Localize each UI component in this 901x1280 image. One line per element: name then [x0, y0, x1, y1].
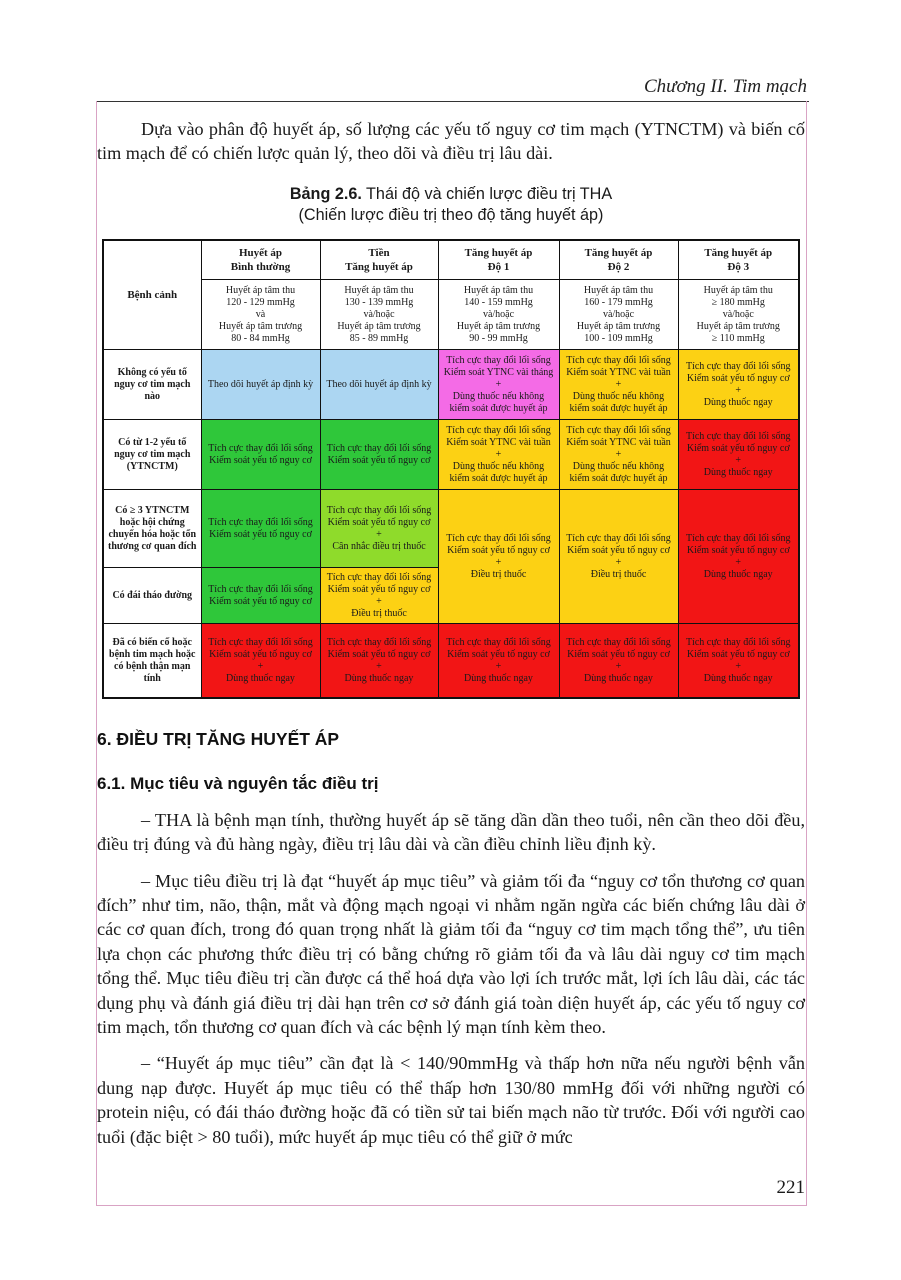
cell-text-line: kiểm soát được huyết áp: [449, 402, 548, 414]
cell-text-line: Điều trị thuốc: [470, 568, 527, 580]
cell-text-line: Tích cực thay đổi lối sống: [326, 636, 432, 648]
cell-text-line: Kiểm soát yếu tố nguy cơ: [567, 544, 670, 556]
subsection-heading: 6.1. Mục tiêu và nguyên tắc điều trị: [97, 773, 379, 793]
strategy-cell: [678, 490, 799, 624]
cell-text-line: Tích cực thay đổi lối sống: [446, 424, 551, 436]
header-rule: [96, 101, 809, 102]
strategy-cell: [559, 490, 678, 624]
cell-text-line: Dùng thuốc ngay: [703, 672, 773, 684]
cell-text-line: Tích cực thay đổi lối sống: [566, 532, 671, 544]
cell-text-line: 85 - 89 mmHg: [349, 332, 409, 344]
strategy-cell: [438, 420, 559, 490]
page-content: [97, 117, 805, 1149]
cell-text-line: Kiểm soát YTNC vài tuần: [566, 366, 671, 378]
cell-text-line: và/hoặc: [482, 308, 515, 320]
cell-text-line: +: [735, 384, 742, 396]
strategy-cell: [201, 350, 320, 420]
cell-text-line: Điều trị thuốc: [351, 607, 407, 619]
cell-text-line: +: [615, 660, 622, 672]
cell-text-line: Kiểm soát yếu tố nguy cơ: [686, 648, 790, 660]
cell-text-line: Huyết áp tâm trương: [218, 320, 303, 332]
strategy-cell: [320, 420, 438, 490]
table-caption: [97, 184, 805, 226]
cell-text-line: Huyết áp: [238, 247, 283, 260]
strategy-table: [102, 239, 800, 699]
strategy-cell: [201, 420, 320, 490]
col-head: [438, 240, 559, 280]
cell-text-line: Kiểm soát yếu tố nguy cơ: [209, 454, 312, 466]
cell-text-line: và/hoặc: [602, 308, 635, 320]
cell-text-line: Kiểm soát yếu tố nguy cơ: [209, 648, 312, 660]
cell-text-line: Tiền: [368, 247, 390, 260]
row-head: Có đái tháo đường: [103, 568, 201, 624]
cell-text-line: Kiểm soát yếu tố nguy cơ: [567, 648, 670, 660]
cell-text-line: Tích cực thay đổi lối sống: [566, 636, 671, 648]
cell-text-line: Dùng thuốc nếu không: [572, 390, 665, 402]
body-paragraph: – Mục tiêu điều trị là đạt “huyết áp mục tiêu” và giảm tối đa “nguy cơ tổn thương cơ quan đích” như tim, não, thận, mắt và động mạch ngoại vi nhằm ngăn ngừa các biến chứng lâu dài ở các cơ quan đích, trong đó quan trọng nhất là giảm tối đa “nguy cơ tim mạch tổng thể”, ưu tiên lựa chọn các phương thức điều trị có bằng chứng rõ giảm tối đa và lâu dài nguy cơ tim mạch tổng thể. Mục tiêu điều trị cần được cá thể hoá dựa vào lợi ích trước mắt, lợi ích lâu dài, các tác dụng phụ và đánh giá điều trị dài hạn trên cơ sở đánh giá toàn diện huyết áp, các yếu tố nguy cơ tim mạch, tổn thương cơ quan đích và các bệnh lý mạn tính kèm theo.: [97, 870, 805, 1038]
cell-text-line: Độ 1: [487, 261, 510, 274]
cell-text-line: 120 - 129 mmHg: [226, 296, 295, 308]
cell-text-line: Tích cực thay đổi lối sống: [446, 354, 551, 366]
chapter-header: Chương II. Tim mạch: [643, 76, 807, 97]
cell-text-line: kiểm soát được huyết áp: [449, 472, 548, 484]
cell-text-line: Huyết áp tâm thu: [344, 284, 414, 296]
cell-text-line: Dùng thuốc ngay: [703, 466, 773, 478]
cell-text-line: Tích cực thay đổi lối sống: [326, 442, 432, 454]
col-head: [559, 240, 678, 280]
cell-text-line: Kiểm soát yếu tố nguy cơ: [686, 442, 790, 454]
body-paragraphs: [97, 808, 805, 1149]
cell-text-line: Tích cực thay đổi lối sống: [566, 354, 671, 366]
cell-text-line: và/hoặc: [722, 308, 754, 320]
cell-text-line: Huyết áp tâm trương: [456, 320, 541, 332]
strategy-cell: [678, 350, 799, 420]
cell-text-line: ≥ 180 mmHg: [711, 296, 765, 308]
cell-text-line: +: [735, 454, 742, 466]
body-paragraph: – THA là bệnh mạn tính, thường huyết áp sẽ tăng dần dần theo tuổi, nên cần theo dõi đều, điều trị đúng và đủ hàng ngày, điều trị lâu dài và cần điều chỉnh liều định kỳ.: [97, 809, 805, 855]
footer-rule: [96, 1205, 807, 1206]
cell-text-line: Kiểm soát yếu tố nguy cơ: [327, 454, 431, 466]
strategy-cell: [320, 624, 438, 698]
cell-text-line: Huyết áp tâm thu: [225, 284, 296, 296]
cell-text-line: 80 - 84 mmHg: [231, 332, 290, 344]
cell-text-line: Kiểm soát yếu tố nguy cơ: [327, 516, 431, 528]
cell-text-line: Kiểm soát YTNC vài tuần: [446, 436, 551, 448]
col-head: [201, 240, 320, 280]
cell-text-line: 140 - 159 mmHg: [464, 296, 533, 308]
cell-text-line: Tích cực thay đổi lối sống: [566, 424, 671, 436]
cell-text-line: Tích cực thay đổi lối sống: [326, 571, 432, 583]
cell-text-line: Dùng thuốc nếu không: [452, 460, 545, 472]
cell-text-line: Dùng thuốc ngay: [464, 672, 533, 684]
caption-label: Bảng 2.6.: [289, 184, 362, 203]
col-head: [320, 240, 438, 280]
page-number: 221: [776, 1177, 805, 1198]
cell-text-line: Huyết áp tâm thu: [583, 284, 654, 296]
cell-text-line: Tích cực thay đổi lối sống: [208, 583, 313, 595]
cell-text-line: Độ 3: [727, 261, 750, 274]
cell-text-line: +: [376, 528, 382, 540]
cell-text-line: Dùng thuốc ngay: [584, 672, 653, 684]
cell-text-line: Tích cực thay đổi lối sống: [685, 430, 791, 442]
cell-text-line: Theo dõi huyết áp định kỳ: [207, 378, 314, 390]
cell-text-line: Kiểm soát yếu tố nguy cơ: [209, 595, 312, 607]
right-margin-line: [806, 101, 807, 1206]
cell-text-line: +: [495, 378, 502, 390]
cell-text-line: Dùng thuốc ngay: [344, 672, 414, 684]
strategy-cell: [320, 350, 438, 420]
strategy-cell: [320, 490, 438, 568]
cell-text-line: và: [255, 308, 266, 320]
cell-text-line: 130 - 139 mmHg: [344, 296, 414, 308]
strategy-cell: [201, 490, 320, 568]
bp-range: [559, 280, 678, 350]
cell-text-line: kiểm soát được huyết áp: [569, 402, 668, 414]
strategy-cell: [438, 350, 559, 420]
cell-text-line: Tích cực thay đổi lối sống: [326, 504, 432, 516]
caption-subtitle: (Chiến lược điều trị theo độ tăng huyết áp): [298, 205, 604, 224]
cell-text-line: +: [257, 660, 264, 672]
strategy-table-wrapper: [102, 239, 798, 699]
cell-text-line: +: [495, 660, 502, 672]
cell-text-line: Dùng thuốc ngay: [226, 672, 295, 684]
cell-text-line: Tăng huyết áp: [345, 261, 413, 274]
cell-text-line: +: [495, 556, 502, 568]
cell-text-line: Huyết áp tâm thu: [463, 284, 534, 296]
strategy-cell: [438, 624, 559, 698]
cell-text-line: Cân nhắc điều trị thuốc: [332, 540, 426, 552]
strategy-cell: [438, 490, 559, 624]
cell-text-line: Tăng huyết áp: [704, 247, 773, 260]
cell-text-line: +: [376, 660, 382, 672]
cell-text-line: +: [376, 595, 382, 607]
row-head: Có ≥ 3 YTNCTM hoặc hội chứng chuyển hóa hoặc tổn thương cơ quan đích: [103, 490, 201, 568]
strategy-cell: [559, 420, 678, 490]
cell-text-line: Dùng thuốc nếu không: [452, 390, 545, 402]
cell-text-line: 160 - 179 mmHg: [584, 296, 653, 308]
cell-text-line: Dùng thuốc ngay: [703, 396, 773, 408]
strategy-cell: [559, 624, 678, 698]
bp-range: [438, 280, 559, 350]
cell-text-line: Theo dõi huyết áp định kỳ: [326, 378, 432, 390]
col-head: [678, 240, 799, 280]
cell-text-line: Dùng thuốc ngay: [703, 568, 773, 580]
cell-text-line: +: [615, 448, 622, 460]
cell-text-line: Tăng huyết áp: [464, 247, 533, 260]
cell-text-line: Tăng huyết áp: [584, 247, 653, 260]
strategy-cell: [201, 624, 320, 698]
bp-range: [201, 280, 320, 350]
cell-text-line: Tích cực thay đổi lối sống: [685, 532, 791, 544]
cell-text-line: Kiểm soát yếu tố nguy cơ: [209, 528, 312, 540]
row-head: Không có yếu tố nguy cơ tim mạch nào: [103, 350, 201, 420]
cell-text-line: +: [615, 378, 622, 390]
cell-text-line: Kiểm soát yếu tố nguy cơ: [447, 648, 550, 660]
cell-text-line: Kiểm soát yếu tố nguy cơ: [447, 544, 550, 556]
cell-text-line: Bình thường: [230, 261, 291, 274]
strategy-cell: [678, 420, 799, 490]
cell-text-line: kiểm soát được huyết áp: [569, 472, 668, 484]
cell-text-line: +: [735, 660, 742, 672]
cell-text-line: Tích cực thay đổi lối sống: [208, 442, 313, 454]
cell-text-line: +: [735, 556, 742, 568]
intro-paragraph: Dựa vào phân độ huyết áp, số lượng các yếu tố nguy cơ tim mạch (YTNCTM) và biến cố tim mạch để có chiến lược quản lý, theo dõi và điều trị lâu dài.: [97, 119, 805, 164]
cell-text-line: Huyết áp tâm trương: [576, 320, 661, 332]
cell-text-line: Dùng thuốc nếu không: [572, 460, 665, 472]
cell-text-line: ≥ 110 mmHg: [711, 332, 765, 344]
cell-text-line: Độ 2: [607, 261, 630, 274]
cell-text-line: Kiểm soát yếu tố nguy cơ: [327, 648, 431, 660]
strategy-cell: [559, 350, 678, 420]
cell-text-line: 100 - 109 mmHg: [584, 332, 653, 344]
cell-text-line: và/hoặc: [363, 308, 395, 320]
cell-text-line: Tích cực thay đổi lối sống: [208, 516, 313, 528]
cell-text-line: +: [495, 448, 502, 460]
row-head: Có từ 1-2 yếu tố nguy cơ tim mạch (YTNCTM): [103, 420, 201, 490]
cell-text-line: +: [615, 556, 622, 568]
cell-text-line: Tích cực thay đổi lối sống: [446, 532, 551, 544]
cell-text-line: Kiểm soát yếu tố nguy cơ: [686, 544, 790, 556]
strategy-cell: [678, 624, 799, 698]
cell-text-line: Điều trị thuốc: [590, 568, 647, 580]
bp-range: [320, 280, 438, 350]
cell-text-line: Tích cực thay đổi lối sống: [685, 636, 791, 648]
cell-text-line: Huyết áp tâm trương: [696, 320, 780, 332]
row-head: Đã có biến cố hoặc bệnh tim mạch hoặc có bệnh thận mạn tính: [103, 624, 201, 698]
body-paragraph: – “Huyết áp mục tiêu” cần đạt là < 140/90mmHg và thấp hơn nữa nếu người bệnh vẫn dung nạp được. Huyết áp mục tiêu có thể thấp hơn 130/80 mmHg đối với những người có protein niệu, có đái tháo đường hoặc đã có tiền sử tai biến mạch não từ trước. Đối với người cao tuổi (đặc biệt > 80 tuổi), mức huyết áp mục tiêu có thể giữ ở mức: [97, 1053, 805, 1147]
section-heading: 6. ĐIỀU TRỊ TĂNG HUYẾT ÁP: [97, 728, 340, 749]
cell-text-line: Kiểm soát YTNC vài tuần: [566, 436, 671, 448]
cell-text-line: Kiểm soát YTNC vài tháng: [443, 366, 554, 378]
cell-text-line: Tích cực thay đổi lối sống: [446, 636, 551, 648]
corner-cell: Bệnh cảnh: [103, 240, 201, 350]
bp-range: [678, 280, 799, 350]
cell-text-line: Huyết áp tâm thu: [703, 284, 773, 296]
strategy-cell: [201, 568, 320, 624]
cell-text-line: Tích cực thay đổi lối sống: [208, 636, 313, 648]
cell-text-line: Huyết áp tâm trương: [337, 320, 421, 332]
strategy-cell: [320, 568, 438, 624]
caption-title: Thái độ và chiến lược điều trị THA: [366, 184, 613, 203]
cell-text-line: Tích cực thay đổi lối sống: [685, 360, 791, 372]
cell-text-line: 90 - 99 mmHg: [469, 332, 528, 344]
cell-text-line: Kiểm soát yếu tố nguy cơ: [686, 372, 790, 384]
cell-text-line: Kiểm soát yếu tố nguy cơ: [327, 583, 431, 595]
